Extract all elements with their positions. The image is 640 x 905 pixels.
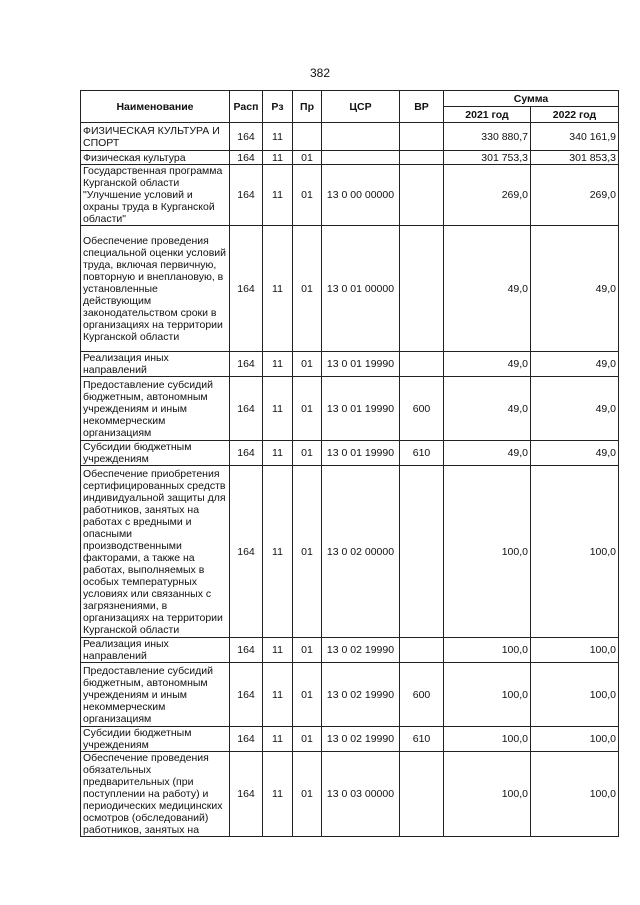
cell-pr: 01: [293, 226, 322, 352]
cell-rz: 11: [263, 151, 293, 165]
table-row: [81, 441, 619, 466]
cell-rasp: 164: [230, 377, 263, 441]
cell-pr: 01: [293, 377, 322, 441]
cell-2022: 100,0: [531, 663, 619, 727]
cell-vr: [400, 226, 444, 352]
cell-vr: 600: [400, 663, 444, 727]
cell-2022: 301 853,3: [531, 151, 619, 165]
cell-2021: 269,0: [444, 165, 531, 226]
cell-name: Обеспечение приобретения сертифицированных средств индивидуальной защиты для работников, занятых на работах с вредными и опасными производственными факторами, а также на работах, выполняемых в особых температурных условиях или связанных с загрязнениями, в организациях на территории Курганской области: [81, 466, 230, 638]
cell-vr: [400, 151, 444, 165]
cell-vr: 610: [400, 441, 444, 466]
cell-csr: 13 0 02 19990: [322, 727, 400, 752]
cell-2021: 100,0: [444, 638, 531, 663]
cell-csr: 13 0 02 19990: [322, 638, 400, 663]
cell-csr: 13 0 02 19990: [322, 663, 400, 727]
cell-pr: 01: [293, 638, 322, 663]
cell-vr: [400, 752, 444, 837]
table-row: [81, 663, 619, 727]
table-row: [81, 352, 619, 377]
cell-2022: 100,0: [531, 466, 619, 638]
header-name: Наименование: [81, 91, 230, 123]
header-rz: Рз: [263, 91, 293, 123]
cell-rz: 11: [263, 752, 293, 837]
cell-rz: 11: [263, 123, 293, 151]
cell-pr: 01: [293, 352, 322, 377]
cell-name: Субсидии бюджетным учреждениям: [81, 727, 230, 752]
cell-pr: 01: [293, 165, 322, 226]
cell-2022: 269,0: [531, 165, 619, 226]
table-row: [81, 752, 619, 837]
cell-2021: 100,0: [444, 466, 531, 638]
cell-name: Физическая культура: [81, 151, 230, 165]
cell-rz: 11: [263, 441, 293, 466]
cell-rz: 11: [263, 226, 293, 352]
cell-2022: 49,0: [531, 226, 619, 352]
cell-rasp: 164: [230, 165, 263, 226]
cell-vr: 610: [400, 727, 444, 752]
header-csr: ЦСР: [322, 91, 400, 123]
cell-csr: 13 0 01 19990: [322, 352, 400, 377]
cell-vr: [400, 165, 444, 226]
cell-name: Предоставление субсидий бюджетным, автономным учреждениям и иным некоммерческим организациям: [81, 663, 230, 727]
cell-name: Реализация иных направлений: [81, 638, 230, 663]
cell-rasp: 164: [230, 752, 263, 837]
cell-csr: 13 0 01 19990: [322, 441, 400, 466]
header-vr: ВР: [400, 91, 444, 123]
cell-rz: 11: [263, 352, 293, 377]
cell-name: Реализация иных направлений: [81, 352, 230, 377]
cell-rasp: 164: [230, 151, 263, 165]
cell-rasp: 164: [230, 727, 263, 752]
cell-rasp: 164: [230, 123, 263, 151]
cell-2022: 100,0: [531, 638, 619, 663]
budget-table: [80, 90, 619, 837]
cell-rasp: 164: [230, 638, 263, 663]
table-row: [81, 226, 619, 352]
cell-csr: [322, 123, 400, 151]
cell-pr: 01: [293, 663, 322, 727]
cell-rasp: 164: [230, 663, 263, 727]
table-row: [81, 377, 619, 441]
table-row: [81, 466, 619, 638]
table-row: [81, 165, 619, 226]
cell-vr: [400, 123, 444, 151]
cell-pr: 01: [293, 466, 322, 638]
table-row: [81, 727, 619, 752]
cell-name: Субсидии бюджетным учреждениям: [81, 441, 230, 466]
cell-name: Обеспечение проведения обязательных предварительных (при поступлении на работу) и периодических медицинских осмотров (обследований) работников, занятых на: [81, 752, 230, 837]
cell-2021: 100,0: [444, 752, 531, 837]
table-body: [81, 123, 619, 837]
cell-2021: 100,0: [444, 663, 531, 727]
cell-pr: [293, 123, 322, 151]
cell-rz: 11: [263, 165, 293, 226]
cell-2021: 49,0: [444, 441, 531, 466]
cell-2022: 49,0: [531, 352, 619, 377]
cell-vr: [400, 466, 444, 638]
cell-pr: 01: [293, 441, 322, 466]
cell-name: ФИЗИЧЕСКАЯ КУЛЬТУРА И СПОРТ: [81, 123, 230, 151]
cell-rasp: 164: [230, 352, 263, 377]
cell-pr: 01: [293, 151, 322, 165]
table-row: [81, 151, 619, 165]
cell-rasp: 164: [230, 226, 263, 352]
table-header: [81, 91, 619, 123]
table-row: [81, 123, 619, 151]
header-sum: Сумма: [444, 91, 619, 107]
cell-csr: [322, 151, 400, 165]
cell-rz: 11: [263, 377, 293, 441]
cell-csr: 13 0 01 00000: [322, 226, 400, 352]
cell-name: Предоставление субсидий бюджетным, автономным учреждениям и иным некоммерческим организациям: [81, 377, 230, 441]
header-pr: Пр: [293, 91, 322, 123]
cell-pr: 01: [293, 752, 322, 837]
cell-2022: 49,0: [531, 441, 619, 466]
cell-2021: 49,0: [444, 226, 531, 352]
cell-2022: 340 161,9: [531, 123, 619, 151]
cell-vr: [400, 352, 444, 377]
cell-2022: 100,0: [531, 752, 619, 837]
cell-pr: 01: [293, 727, 322, 752]
cell-2021: 100,0: [444, 727, 531, 752]
cell-2022: 49,0: [531, 377, 619, 441]
cell-rz: 11: [263, 638, 293, 663]
cell-2021: 49,0: [444, 352, 531, 377]
cell-rz: 11: [263, 466, 293, 638]
page-number: 382: [309, 66, 331, 80]
cell-2021: 301 753,3: [444, 151, 531, 165]
cell-name: Обеспечение проведения специальной оценки условий труда, включая первичную, повторную и внеплановую, в установленные действующим законодательством сроки в организациях на территории Курганской области: [81, 226, 230, 352]
cell-vr: [400, 638, 444, 663]
cell-rasp: 164: [230, 466, 263, 638]
cell-csr: 13 0 00 00000: [322, 165, 400, 226]
cell-name: Государственная программа Курганской области "Улучшение условий и охраны труда в Курганской области": [81, 165, 230, 226]
cell-rasp: 164: [230, 441, 263, 466]
header-rasp: Расп: [230, 91, 263, 123]
cell-2021: 330 880,7: [444, 123, 531, 151]
cell-csr: 13 0 03 00000: [322, 752, 400, 837]
header-2022: 2022 год: [531, 107, 619, 123]
cell-rz: 11: [263, 727, 293, 752]
header-2021: 2021 год: [444, 107, 531, 123]
cell-vr: 600: [400, 377, 444, 441]
cell-2021: 49,0: [444, 377, 531, 441]
table-row: [81, 638, 619, 663]
cell-csr: 13 0 02 00000: [322, 466, 400, 638]
cell-rz: 11: [263, 663, 293, 727]
cell-2022: 100,0: [531, 727, 619, 752]
cell-csr: 13 0 01 19990: [322, 377, 400, 441]
